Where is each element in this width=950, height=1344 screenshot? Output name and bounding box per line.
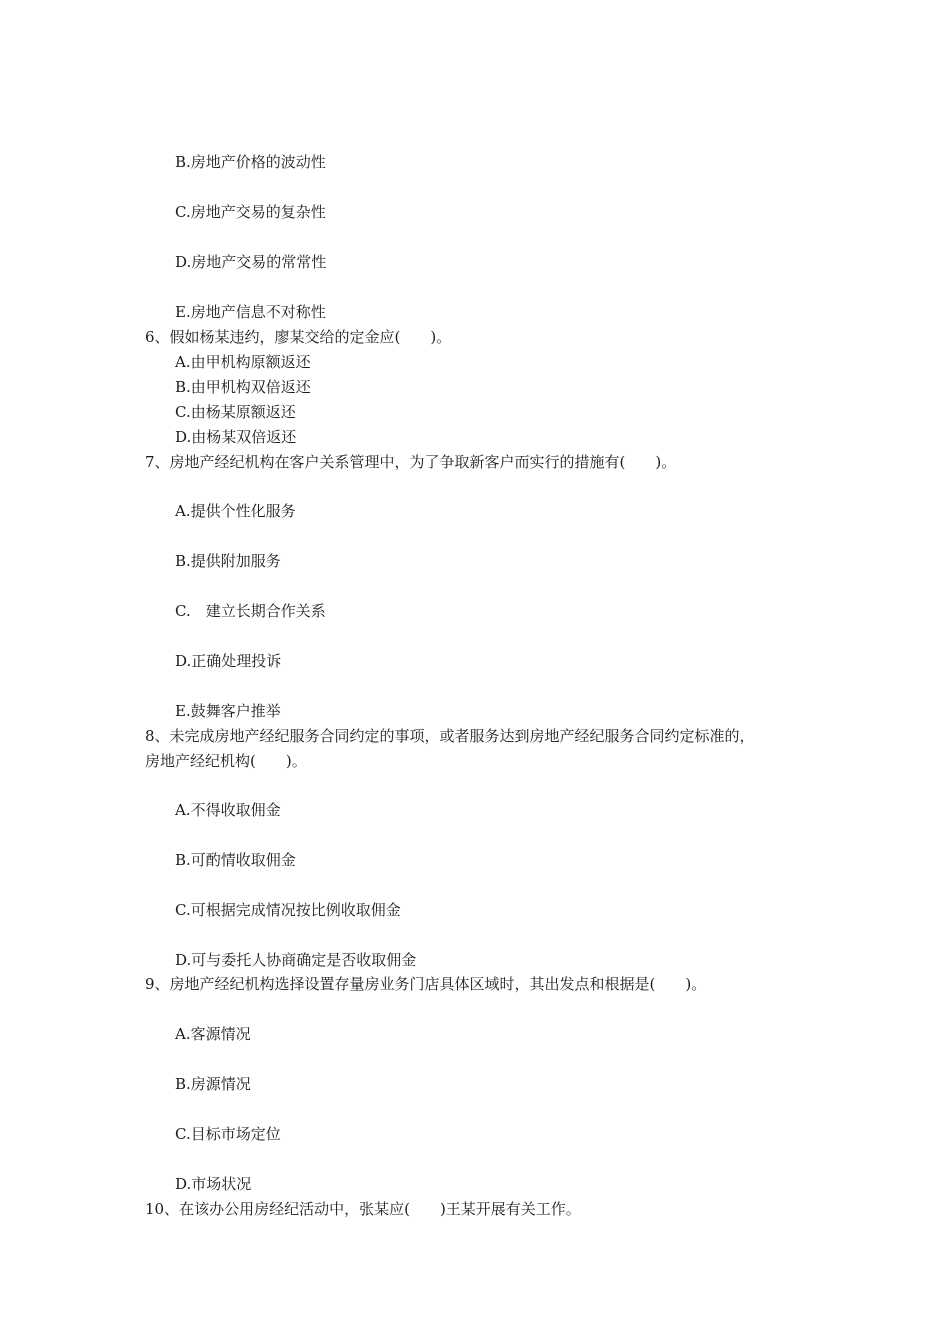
q9-option-b: B.房源情况	[175, 1075, 251, 1093]
q6-stem: 6、假如杨某违约，廖某交给的定金应( )。	[145, 328, 452, 346]
q5-option-d: D.房地产交易的常常性	[175, 253, 327, 271]
q6-option-d: D.由杨某双倍返还	[175, 428, 297, 446]
q7-option-b: B.提供附加服务	[175, 552, 281, 570]
q7-option-a: A.提供个性化服务	[175, 502, 296, 520]
q9-stem: 9、房地产经纪机构选择设置存量房业务门店具体区域时，其出发点和根据是( )。	[145, 975, 707, 993]
q10-stem: 10、在该办公用房经纪活动中，张某应( )王某开展有关工作。	[145, 1200, 581, 1218]
q6-option-a: A.由甲机构原额返还	[175, 353, 311, 371]
q7-option-e: E.鼓舞客户推举	[175, 702, 281, 720]
q7-stem: 7、房地产经纪机构在客户关系管理中，为了争取新客户而实行的措施有( )。	[145, 453, 677, 471]
q8-option-a: A.不得收取佣金	[175, 801, 281, 819]
q7-option-d: D.正确处理投诉	[175, 652, 282, 670]
q8-stem-line1: 8、未完成房地产经纪服务合同约定的事项，或者服务达到房地产经纪服务合同约定标准的，	[145, 727, 755, 745]
q5-option-c: C.房地产交易的复杂性	[175, 203, 326, 221]
q8-option-d: D.可与委托人协商确定是否收取佣金	[175, 951, 417, 969]
q8-option-b: B.可酌情收取佣金	[175, 851, 296, 869]
q9-option-a: A.客源情况	[175, 1025, 251, 1043]
q7-option-c: C. 建立长期合作关系	[175, 602, 326, 620]
q8-option-c: C.可根据完成情况按比例收取佣金	[175, 901, 401, 919]
q9-option-c: C.目标市场定位	[175, 1125, 281, 1143]
q6-option-b: B.由甲机构双倍返还	[175, 378, 311, 396]
q5-option-e: E.房地产信息不对称性	[175, 303, 326, 321]
q5-option-b: B.房地产价格的波动性	[175, 153, 326, 171]
q9-option-d: D.市场状况	[175, 1175, 252, 1193]
q8-stem-line2: 房地产经纪机构( )。	[145, 752, 307, 770]
q6-option-c: C.由杨某原额返还	[175, 403, 296, 421]
